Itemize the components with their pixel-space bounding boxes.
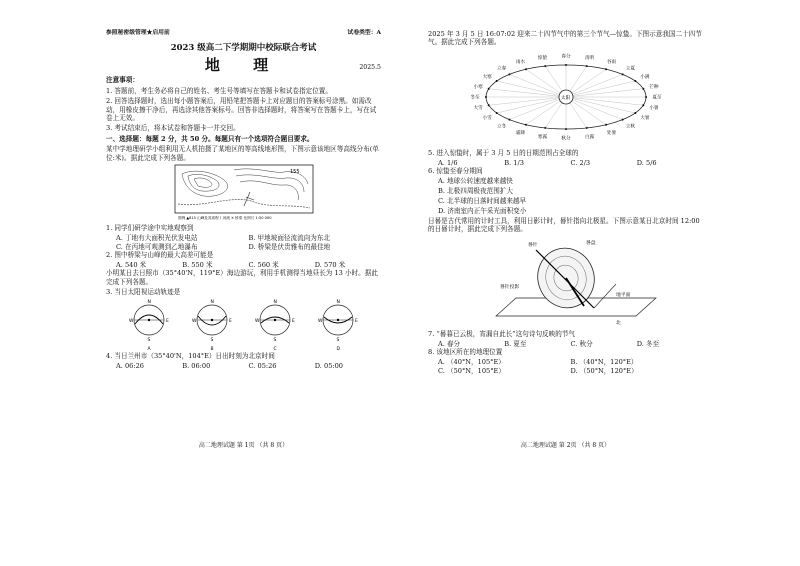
- q1-option-a: A. 丁地有大面积光伏发电站: [116, 234, 198, 243]
- solar-term-spoke: [496, 97, 565, 113]
- compass-e: E: [165, 319, 169, 325]
- compass-s: S: [336, 338, 339, 344]
- q6-option-d: D. 济南室内正午采光面积变小: [438, 207, 527, 215]
- passage-intro-2: 日晷是古代常用的计时工具，利用日影计时，晷针指向北极星。下图示意某日北京时间 12:00 的日晷计时，据此完成下列各题。: [428, 216, 700, 234]
- shadow-label: 晷针投影: [499, 284, 519, 290]
- q2-option-b: B. 550 米: [182, 260, 213, 269]
- solar-term-spoke: [566, 97, 643, 105]
- solar-term-spoke: [566, 97, 623, 120]
- solar-term-label: 大寒: [482, 74, 492, 80]
- sun-label: 太阳: [560, 95, 570, 101]
- solar-term-marker: [621, 73, 623, 75]
- sun-path-diagrams: [119, 298, 369, 350]
- solar-term-spoke: [496, 81, 565, 97]
- q1-option-d: D. 桥梁是伏贵雅布的最佳地: [248, 242, 331, 251]
- solar-term-marker: [508, 73, 510, 75]
- q6-option-b: B. 北极四周极夜范围扩大: [438, 187, 513, 196]
- compass-e: E: [291, 319, 295, 325]
- q2-option-c: C. 560 米: [248, 260, 279, 269]
- solar-term-label: 雨水: [515, 59, 525, 65]
- notice-item: 3. 考试结束后，将本试卷和答题卡一并交回。: [106, 124, 240, 133]
- q5-option-a: A. 1/6: [438, 158, 458, 167]
- solar-term-spoke: [566, 97, 635, 113]
- q7-option-c: C. 秋分: [570, 339, 593, 348]
- solar-terms-diagram: [446, 49, 686, 147]
- q2-option-a: A. 540 米: [116, 260, 147, 269]
- q5-option-c: C. 2/3: [570, 158, 591, 167]
- q3-option-c: C: [273, 347, 277, 351]
- solar-term-label: 小满: [639, 74, 649, 80]
- q7-option-b: B. 夏至: [504, 339, 527, 348]
- page-footer: 高二地理试题 第 2页 （共 8 页）: [520, 442, 611, 449]
- passage-intro: 某中学地理研学小组利用无人机拍摄了某地区的等高线地形图，下图示意该地区等高线分布(单位:米)。据此完成下列各题。: [106, 145, 379, 162]
- solar-term-label: 大雪: [472, 106, 483, 112]
- notice-item: 1. 答题前，考生务必将自己的姓名、考生号等填写在答题卡和试卷指定位置。: [106, 86, 332, 95]
- question-1: 1. 同学们研学途中实地观察到: [106, 224, 194, 233]
- compass-s: S: [273, 338, 276, 344]
- q3-option-a: A: [147, 347, 151, 351]
- north-label: 北: [615, 320, 621, 326]
- solar-term-label: 芒种: [648, 84, 659, 90]
- compass-n: N: [336, 300, 340, 306]
- solar-term-marker: [634, 80, 636, 82]
- solar-term-label: 立夏: [625, 66, 635, 72]
- contour-map: [174, 164, 314, 222]
- q7-option-d: D. 冬至: [636, 339, 660, 348]
- solar-term-marker: [605, 68, 607, 70]
- compass-e: E: [354, 319, 358, 325]
- solar-term-spoke: [488, 89, 565, 97]
- solar-term-label: 大暑: [639, 115, 649, 121]
- compass-w: W: [191, 319, 196, 325]
- compass-w: W: [128, 319, 133, 325]
- map-number: 155: [289, 169, 300, 176]
- solar-term-marker: [495, 80, 497, 82]
- compass-n: N: [147, 300, 151, 306]
- solar-term-label: 夏至: [651, 95, 662, 101]
- question-6: 6. 惊蛰至春分期间: [428, 167, 483, 176]
- solar-term-label: 立秋: [625, 124, 635, 130]
- notice-title: 注意事项：: [106, 76, 139, 85]
- solar-term-spoke: [566, 81, 635, 97]
- solar-term-label: 小暑: [648, 106, 659, 112]
- q2-option-d: D. 570 米: [314, 260, 346, 269]
- compass-e: E: [228, 319, 232, 325]
- q8-option-a: A. （40°N，105°E）: [438, 358, 505, 367]
- section-heading: 一、选择题：每题 2 分，共 50 分。每题只有一个选项符合题目要求。: [106, 134, 314, 143]
- q1-option-c: C. 在丙地可观测到乙地瀑布: [116, 242, 198, 251]
- map-legend: 图例 ▲815 山峰及其高程 ⌇ 河流 ✕ 桥梁 比例尺 1:50 000: [177, 216, 272, 221]
- notice-item: 2. 回答选择题时，选出每小题答案后，用铅笔把答题卡上对应题目的答案标号涂黑。如需改动，用橡皮擦干净后，再选涂其他答案标号。回答非选择题时，将答案写在答题卡上，写在试卷上无效。: [106, 97, 377, 123]
- solar-term-marker: [634, 112, 636, 114]
- q8-option-c: C. （50°N，105°E）: [438, 366, 505, 375]
- q4-option-c: C. 05:26: [248, 362, 277, 371]
- solar-term-spoke: [566, 89, 643, 97]
- compass-w: W: [317, 319, 322, 325]
- compass-w: W: [254, 319, 259, 325]
- q6-option-a: A. 地球公转速度越来越快: [438, 177, 513, 186]
- exam-date: 2025.5: [359, 64, 381, 72]
- solar-term-spoke: [509, 74, 566, 97]
- sundial-diagram: [466, 236, 666, 328]
- solar-term-spoke: [566, 74, 623, 97]
- solar-term-label: 清明: [584, 55, 594, 61]
- q6-option-c: C. 北半球的日落时间越来越早: [438, 197, 527, 206]
- solar-term-spoke: [509, 97, 566, 120]
- solar-term-label: 秋分: [560, 136, 571, 142]
- solar-term-label: 立冬: [496, 124, 506, 130]
- q3-option-b: B: [210, 347, 214, 351]
- q5-option-d: D. 5/6: [636, 158, 657, 167]
- solar-term-label: 立春: [496, 66, 506, 72]
- solar-term-label: 霜降: [515, 130, 525, 136]
- solar-term-label: 冬至: [469, 95, 480, 101]
- paper-type: 试卷类型：A: [347, 30, 381, 36]
- confidentiality-label: 参照秘密级管理★启用前: [106, 30, 170, 36]
- question-2: 2. 图中桥梁与山峰的最大高差可能是: [106, 251, 214, 260]
- solar-term-label: 春分: [560, 54, 571, 60]
- q1-option-b: B. 甲地坡面径流流向为东北: [248, 234, 331, 243]
- solar-term-label: 惊蛰: [537, 55, 547, 61]
- passage-intro: 2025 年 3 月 5 日 16:07:02 迎来二十四节气中的第三个节气—惊蛰。下图示意我国二十四节气。据此完成下列各题。: [428, 30, 702, 47]
- compass-n: N: [210, 300, 214, 306]
- solar-term-label: 寒露: [537, 135, 547, 141]
- dial-label: 晷盘: [585, 240, 596, 246]
- passage-intro-2: 小明某日去日照市（35°40'N，119°E）海边游玩，利用手机测得当地昼长为 13 小时。据此完成下列各题。: [106, 269, 378, 286]
- solar-term-label: 小寒: [472, 84, 483, 90]
- exam-page-2: [428, 30, 703, 449]
- q7-option-a: A. 春分: [438, 339, 461, 348]
- solar-term-label: 谷雨: [606, 59, 616, 65]
- solar-term-label: 小雪: [482, 115, 492, 121]
- exam-page-1: [106, 30, 381, 449]
- subject-title: 地 理: [204, 56, 283, 75]
- question-3: 3. 当日太阳视运动轨迹是: [106, 287, 181, 296]
- exam-title: 2023 级高二下学期期中校际联合考试: [170, 43, 317, 54]
- question-4: 4. 当日兰州市（35°40'N，104°E）日出时刻为北京时间: [106, 352, 275, 361]
- q4-option-d: D. 05:00: [314, 362, 343, 371]
- solar-term-label: 处暑: [606, 130, 616, 136]
- q8-option-d: D. （50°N，120°E）: [570, 366, 638, 375]
- question-7: 7. “晷暮已云极，宵漏自此长”这句诗句反映的节气: [428, 329, 576, 338]
- compass-n: N: [273, 300, 277, 306]
- gnomon-label: 晷针: [527, 242, 538, 248]
- solar-term-label: 白露: [584, 135, 594, 141]
- solar-term-marker: [495, 112, 497, 114]
- compass-s: S: [210, 338, 213, 344]
- compass-s: S: [147, 338, 150, 344]
- q8-option-b: B. （40°N，120°E）: [570, 358, 638, 367]
- ground-label: 地平面: [615, 292, 630, 298]
- solar-term-spoke: [488, 97, 565, 105]
- q5-option-b: B. 1/3: [504, 158, 524, 167]
- q3-option-d: D: [336, 347, 340, 351]
- question-5: 5. 进入惊蛰时，属于 3 月 5 日的日期范围占全球的: [428, 148, 579, 157]
- page-footer: 高二地理试题 第 1页 （共 8 页）: [198, 442, 289, 449]
- q4-option-a: A. 06:26: [116, 362, 144, 371]
- q4-option-b: B. 06:00: [182, 362, 211, 371]
- solar-term-marker: [525, 68, 527, 70]
- question-8: 8. 该地区所在的地理位置: [428, 348, 503, 357]
